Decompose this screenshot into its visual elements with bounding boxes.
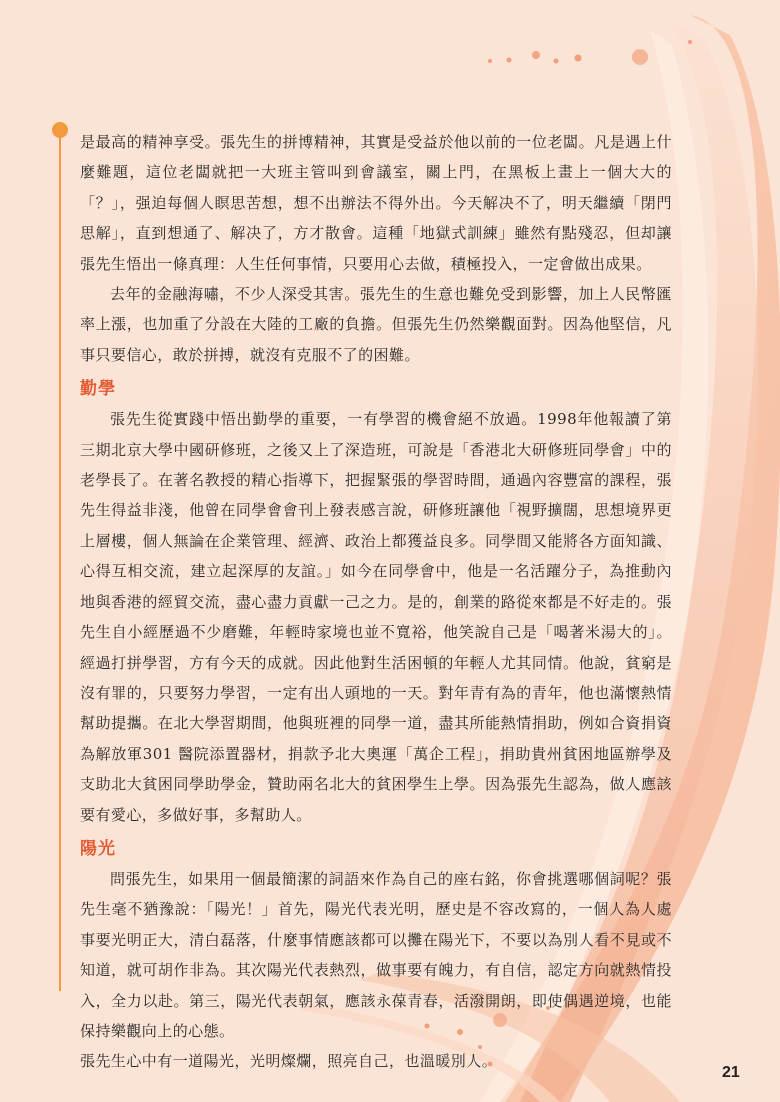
body-paragraph: 是最高的精神享受。張先生的拼博精神，其實是受益於他以前的一位老闆。凡是遇上什麼難題，這位老闆就把一大班主管叫到會議室，關上門，在黑板上畫上一個大大的「？」，强迫每個人瞑思苦想，想不出辦法不得外出。今天解决不了，明天繼續「閉門思解」，直到想通了、解决了，方才散會。這種「地獄式訓練」雖然有點殘忍，但却讓張先生悟出一條真理：人生任何事情，只要用心去做，積極投入，一定會做出成果。 [80, 133, 672, 273]
body-paragraph: 張先生從實踐中悟出勤學的重要，一有學習的機會絕不放過。1998年他報讀了第三期北京大學中國研修班，之後又上了深造班，可說是「香港北大研修班同學會」中的老學長了。在著名教授的精心指導下，把握緊張的學習時間，通過內容豐富的課程，張先生得益非淺，他曾在同學會會刊上發表感言說，研修班讓他「視野擴闊，思想境界更上層樓，個人無論在企業管理、經濟、政治上都獲益良多。同學間又能將各方面知識、心得互相交流，建立起深厚的友誼。」如今在同學會中，他是一名活躍分子，為推動內地與香港的經貿交流，盡心盡力貢獻一己之力。是的，創業的路從來都是不好走的。張先生自小經歷過不少磨難，年輕時家境也並不寬裕，他笑說自己是「喝著米湯大的」。經過打拼學習，方有今天的成就。因此他對生活困頓的年輕人尤其同情。他說，貧窮是沒有罪的，只要努力學習，一定有出人頭地的一天。對年青有為的青年，他也滿懷熱情幫助提攜。在北大學習期間，他與班裡的同學一道，盡其所能熱情捐助，例如合資捐資為解放軍301 醫院添置器材，捐款予北大奧運「萬企工程」，捐助貴州貧困地區辦學及支助北大貧困同學助學金，贊助兩名北大的貧困學生上學。因為張先生認為，做人應該要有愛心，多做好事，多幫助人。 [80, 410, 672, 824]
sparkle-dot [688, 40, 692, 44]
body-paragraph: 問張先生，如果用一個最簡潔的詞語來作為自己的座右銘，你會挑選哪個詞呢？張先生毫不猶豫說：「陽光！」首先，陽光代表光明，歷史是不容改寫的，一個人為人處事要光明正大，清白磊落，什麼事情應該都可以攤在陽光下，不要以為別人看不見或不知道，就可胡作非為。其次陽光代表熱烈，做事要有魄力，有自信，認定方向就熱情投入，全力以赴。第三，陽光代表朝氣，應該永葆青春，活潑開朗，即使偶遇逆境，也能保持樂觀向上的心態。 [80, 869, 672, 1040]
closing-paragraph: 張先生心中有一道陽光，光明燦爛，照亮自己，也溫暖別人。 [80, 1052, 498, 1071]
sparkle-dot [488, 59, 492, 63]
body-paragraph: 去年的金融海嘯，不少人深受其害。張先生的生意也難免受到影響，加上人民幣匯率上漲，也加重了分設在大陸的工廠的負擔。但張先生仍然樂觀面對。因為他堅信，凡事只要信心，敢於拼搏，就沒有克服不了的困難。 [80, 285, 672, 364]
page-number: 21 [722, 1064, 740, 1081]
sparkle-dot [554, 59, 559, 64]
sparkle-dot [632, 49, 648, 65]
left-margin-bullet [52, 122, 68, 138]
left-margin-rule [59, 131, 61, 991]
sparkle-dot [507, 58, 512, 63]
sparkle-dot [532, 51, 540, 59]
article-body [80, 127, 672, 1077]
sparkle-dot [575, 55, 582, 62]
section-heading: 陽光 [80, 838, 116, 859]
section-heading: 勤學 [80, 379, 116, 400]
